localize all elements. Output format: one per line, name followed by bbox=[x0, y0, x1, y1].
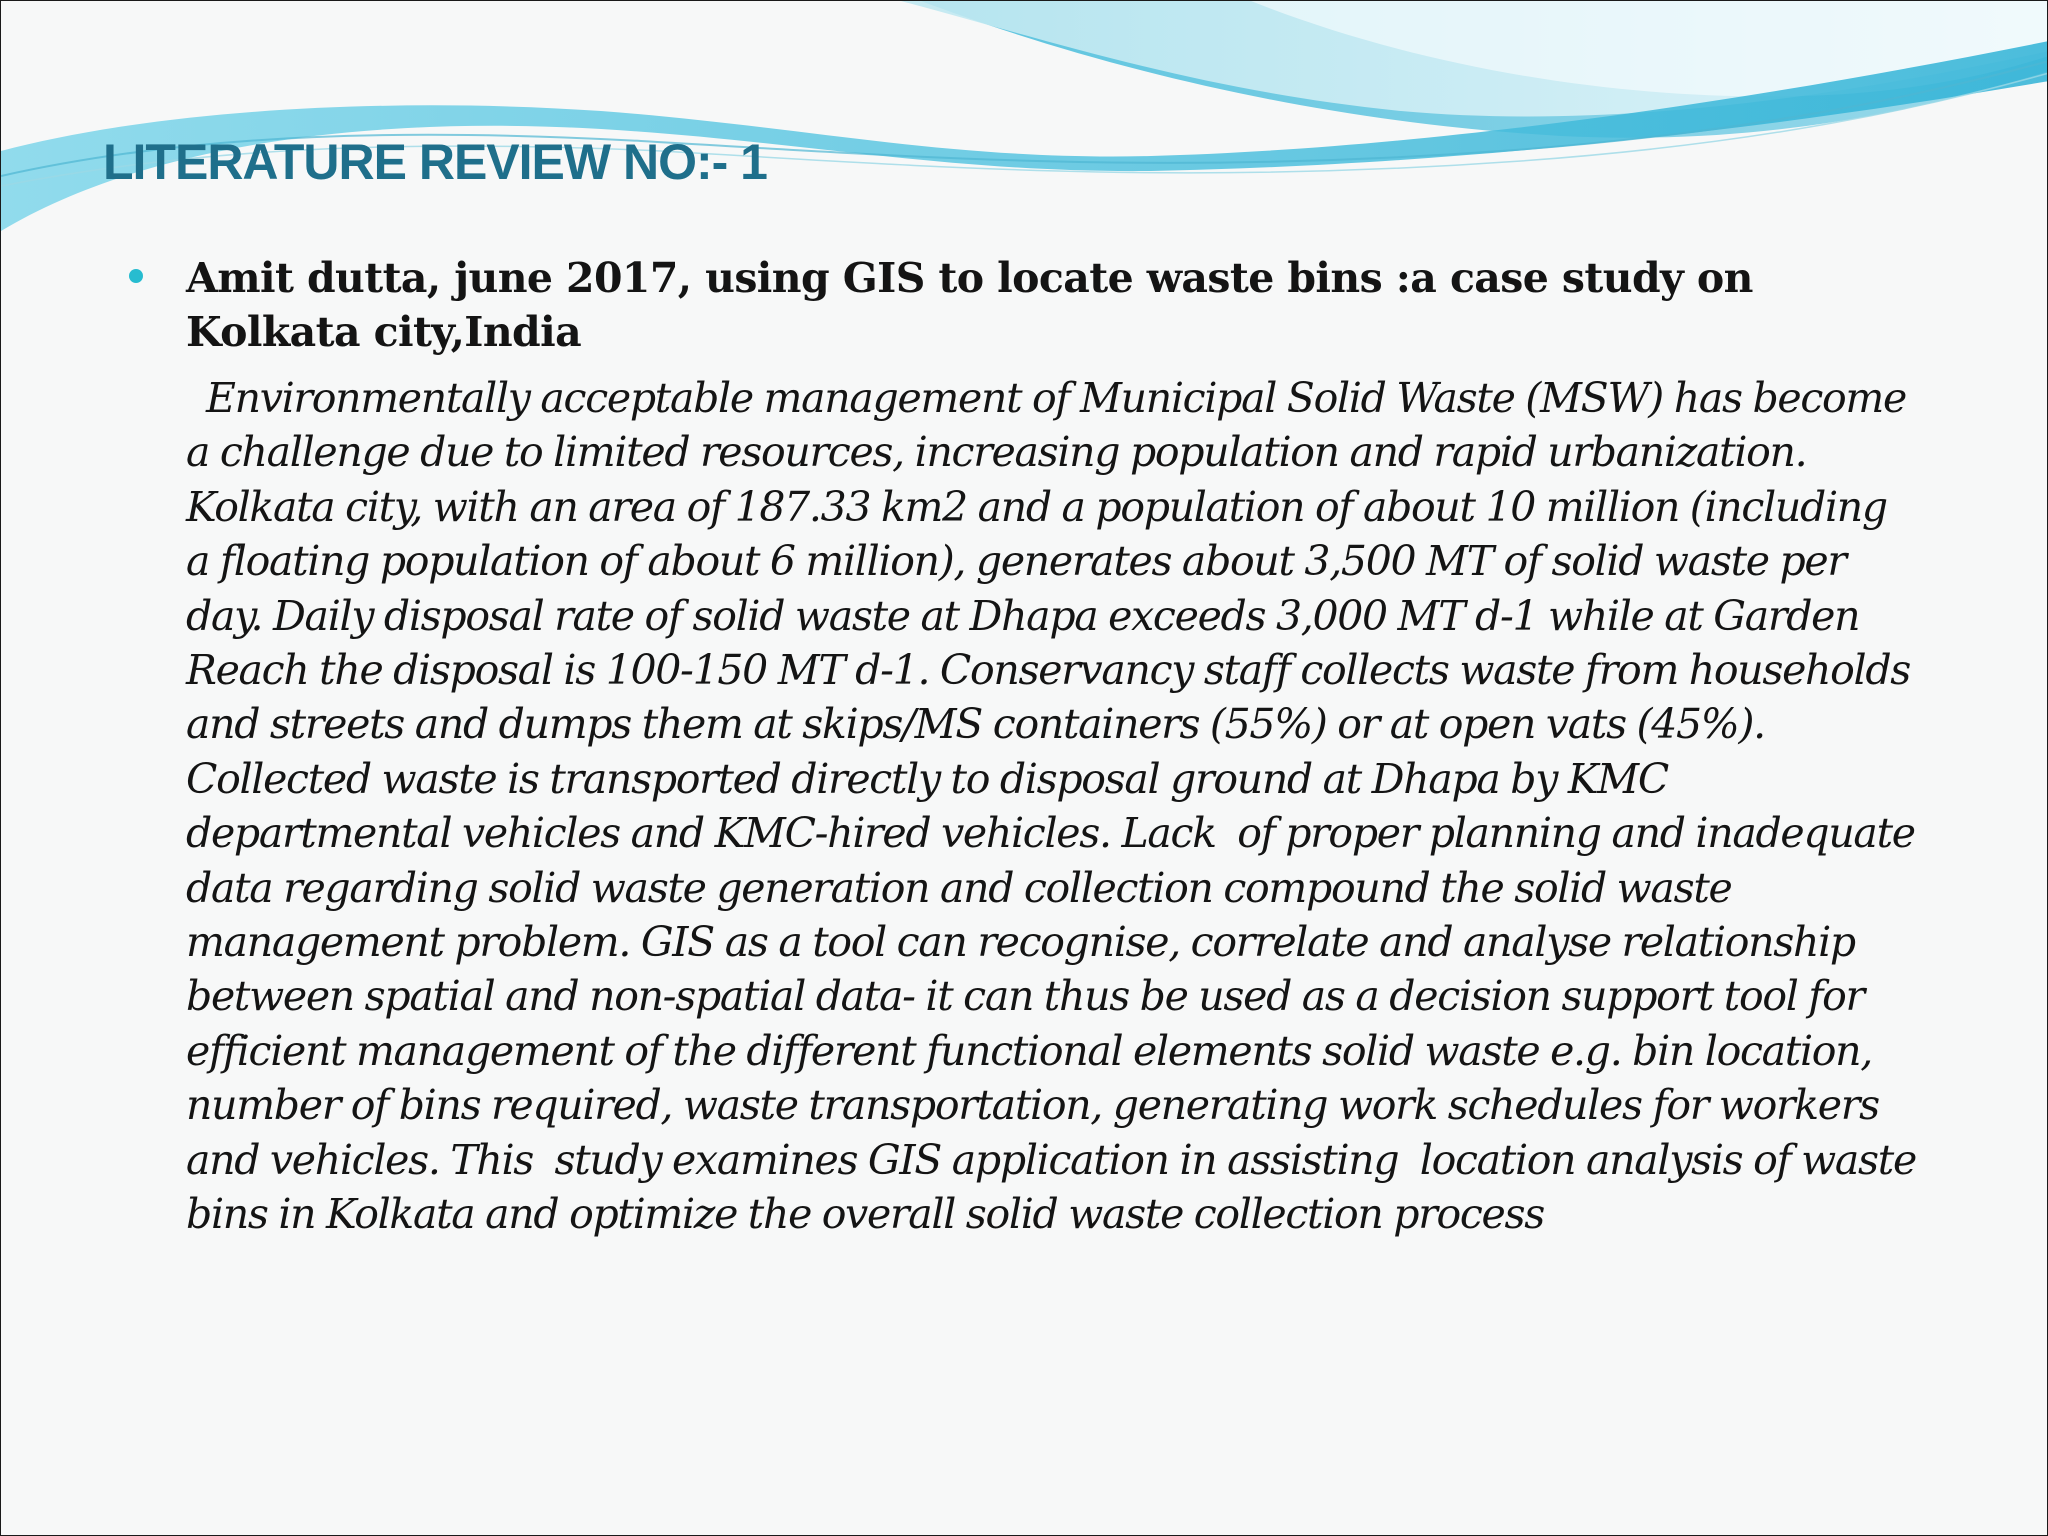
abstract-paragraph: Environmentally acceptable management of Municipal Solid Waste (MSW) has become a challenge due to limited resources, increasing population and rapid urbanization. Kolkata city, with an area of 187.33 km2 and a population of about 10 million (including a floating population of about 6 million), generates about 3,500 MT of solid waste per day. Daily disposal rate of solid waste at Dhapa exceeds 3,000 MT d-1 while at Garden Reach the disposal is 100-150 MT d-1. Conservancy staff collects waste from households and streets and dumps them at skips/MS containers (55%) or at open vats (45%). Collected waste is transported directly to disposal ground at Dhapa by KMC departmental vehicles and KMC-hired vehicles. Lack of proper planning and inadequate data regarding solid waste generation and collection compound the solid waste management problem. GIS as a tool can recognise, correlate and analyse relationship between spatial and non-spatial data- it can thus be used as a decision support tool for efficient management of the different functional elements solid waste e.g. bin location, number of bins required, waste transportation, generating work schedules for workers and vehicles. This study examines GIS application in assisting location analysis of waste bins in Kolkata and optimize the overall solid waste collection process bbox=[186, 374, 1927, 1239]
header-wave-decoration bbox=[1, 1, 2048, 241]
citation-heading: Amit dutta, june 2017, using GIS to locate waste bins :a case study on Kolkata city,India bbox=[186, 254, 1753, 356]
bullet-dot-icon bbox=[129, 269, 143, 283]
slide-title: LITERATURE REVIEW NO:- 1 bbox=[103, 134, 767, 190]
bullet-item bbox=[129, 251, 1927, 1242]
